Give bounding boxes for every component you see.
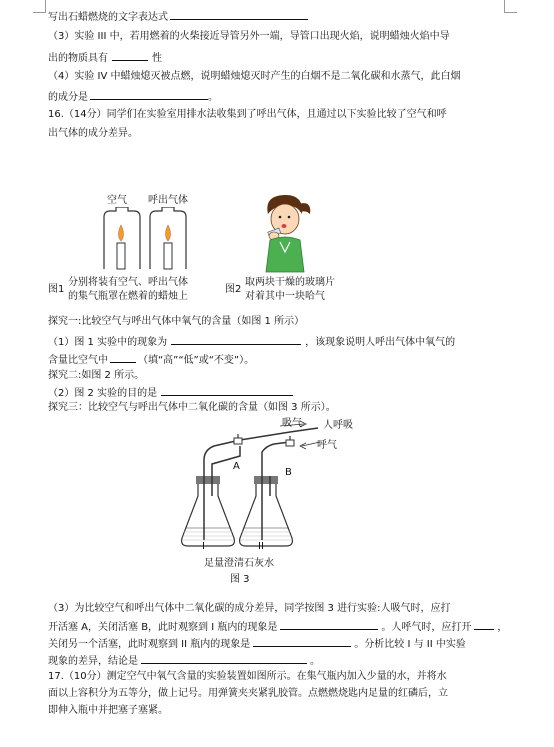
line-text: 现象的差异，结论是 (48, 656, 138, 667)
text-line (48, 385, 293, 400)
fig1-number: 图1 (48, 284, 65, 295)
line-text: 含量比空气中 (48, 355, 108, 366)
answer-blank[interactable] (253, 636, 351, 647)
fig3-caption: 足量澄清石灰水 (204, 558, 274, 569)
fig3-bottle-1-label: I (202, 541, 205, 552)
answer-blank[interactable] (161, 385, 293, 396)
fig1-caption-line1: 分别将装有空气、呼出气体 (68, 277, 188, 288)
line-text: 写出石蜡燃烧的文字表达式 (48, 12, 168, 23)
fig2-girl-breathing-illustration (258, 192, 316, 274)
text-line: （3）为比较空气和呼出气体中二氧化碳的成分差异，同学按图 3 进行实验:人吸气时，应打 (48, 603, 451, 614)
answer-blank[interactable] (474, 619, 494, 630)
line-text: 开活塞 A，关闭活塞 B，此时观察到 I 瓶内的现象是 (48, 622, 278, 633)
fig1-candle-jars-illustration (98, 207, 194, 273)
line-text: 的成分是 (48, 92, 88, 103)
text-line (48, 50, 162, 65)
answer-blank[interactable] (90, 89, 208, 100)
fig2-number: 图2 (225, 284, 242, 295)
inquiry-one-heading: 探究一:比较空气与呼出气体中氧气的含量（如图 1 所示） (48, 316, 305, 327)
text-line (48, 619, 507, 634)
fig3-apparatus-illustration (170, 416, 370, 556)
fig3-person-label: 人呼吸 (323, 420, 353, 431)
question-17-intro: 17.（10分）测定空气中氧气含量的实验装置如图所示。在集气瓶内加入少量的水，并将水 (48, 671, 447, 682)
fig3-exhale-label: 呼气 (317, 440, 337, 451)
inquiry-three-heading: 探究三：比较空气与呼出气体中二氧化碳的含量（如图 3 所示）。 (48, 402, 336, 413)
corner-mark-left (33, 0, 46, 13)
answer-blank[interactable] (112, 50, 148, 61)
text-line: 面以上容积分为五等分，做上记号。用弹簧夹夹紧乳胶管。点燃燃烧匙内足量的红磷后，立 (48, 688, 448, 699)
question-16-intro: 16.（14分）同学们在实验室用排水法收集到了呼出气体，且通过以下实验比较了空气和呼 (48, 109, 447, 120)
text-line: （3）实验 III 中，若用燃着的火柴接近导管另外一端，导管口出现火焰，说明蜡烛火焰中导 (48, 31, 450, 42)
line-text: ， (497, 622, 508, 633)
line-text: ，该现象说明人呼出气体中氧气的 (305, 337, 456, 348)
corner-mark-right (504, 0, 517, 13)
answer-blank[interactable] (171, 334, 301, 345)
fig2-caption-line1: 取两块干燥的玻璃片 (245, 277, 335, 288)
line-text: （填“高”“低”或“不变”）。 (138, 355, 255, 366)
answer-blank[interactable] (141, 653, 307, 664)
fig3-number: 图 3 (230, 574, 250, 585)
answer-blank[interactable] (170, 9, 308, 20)
line-text: （2）图 2 实验的目的是 (48, 388, 158, 399)
text-line (48, 9, 308, 24)
line-text: 。分析比较 I 与 II 中实验 (354, 639, 466, 650)
fig3-bottle-2-label: II (258, 541, 264, 552)
fig3-inhale-label: 吸气 (282, 418, 302, 429)
fig1-label-breath: 呼出气体 (148, 195, 188, 206)
fig2-caption-line2: 对着其中一块哈气 (245, 291, 325, 302)
fig3-valve-a-label: A (233, 461, 240, 472)
line-text: 。 (310, 656, 320, 667)
line-text: 关闭另一个活塞，此时观察到 II 瓶内的现象是 (48, 639, 251, 650)
inquiry-two-heading: 探究二:如图 2 所示。 (48, 370, 145, 381)
text-line: （4）实验 IV 中蜡烛熄灭被点燃，说明蜡烛熄灭时产生的白烟不是二氧化碳和水蒸气，此白烟 (48, 71, 461, 82)
text-line: 即伸入瓶中并把塞子塞紧。 (48, 705, 168, 716)
line-text: 。 (208, 92, 218, 103)
answer-blank[interactable] (110, 352, 136, 363)
text-line (48, 334, 455, 349)
text-line (48, 653, 320, 668)
line-text: 性 (152, 53, 162, 64)
text-line (48, 89, 218, 104)
fig3-valve-b-label: B (285, 467, 292, 478)
line-text: 。人呼气时，应打开 (381, 622, 472, 633)
text-line: 出气体的成分差异。 (48, 128, 138, 139)
line-text: 出的物质具有 (48, 53, 108, 64)
fig1-label-air: 空气 (107, 195, 127, 206)
text-line (48, 636, 466, 651)
fig1-caption-line2: 的集气瓶罩在燃着的蜡烛上 (68, 291, 188, 302)
text-line (48, 352, 254, 367)
line-text: （1）图 1 实验中的现象为 (48, 337, 168, 348)
answer-blank[interactable] (280, 619, 378, 630)
